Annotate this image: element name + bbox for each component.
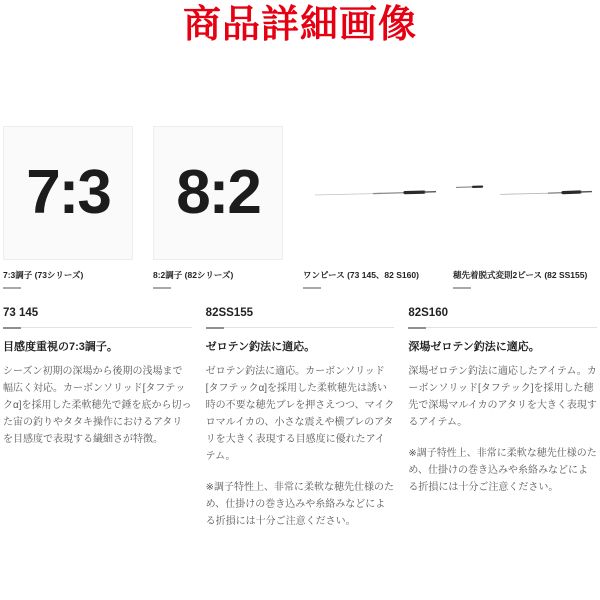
model-name: 73 145 [3, 306, 39, 319]
caption-underline [303, 287, 321, 289]
model-name: 82S160 [408, 306, 448, 319]
model-name: 82SS155 [205, 306, 253, 319]
model-description: シーズン初期の深場から後期の浅場まで幅広く対応。カーボンソリッド[タフテックα]を採用した柔軟穂先で錘を底から切った宙の釣りやタタキ操作におけるアタリを目感度で表現する繊細さが特徴。 [3, 365, 192, 445]
detail-column-82ss155 [206, 307, 395, 530]
divider-accent [206, 327, 224, 329]
product-card-one-piece [303, 126, 447, 289]
model-headline: 深場ゼロテン釣法に適応。 [408, 340, 540, 353]
model-description-row [3, 307, 597, 530]
page-title: 商品詳細画像 [182, 4, 417, 46]
taper-ratio-image-82 [153, 126, 283, 260]
one-piece-rod-icon [303, 175, 447, 211]
divider [206, 327, 395, 329]
model-headline: 目感度重視の7:3調子。 [3, 340, 118, 353]
two-piece-rod-icon [453, 175, 597, 211]
divider-accent [408, 327, 426, 329]
detail-column-82s160 [408, 307, 597, 530]
product-card-two-piece [453, 126, 597, 289]
one-piece-rod-image [303, 126, 447, 260]
product-caption: 穂先着脱式変則2ピース (82 SS155) [453, 269, 588, 280]
ratio-text-82: 8:2 [176, 158, 260, 228]
divider [408, 327, 597, 329]
product-caption: 8:2調子 (82シリーズ) [153, 269, 234, 280]
product-thumbnail-row [3, 126, 597, 289]
model-description: ゼロテン釣法に適応。カーボンソリッド[タフテックα]を採用した柔軟穂先は誘い時の不要な穂先ブレを押さえつつ、マイクロマルイカの、小さな震えや横ブレのアタリを大きく表現する目感度に優れたアイテム。 [205, 365, 395, 462]
product-card-73-series [3, 126, 147, 289]
two-piece-rod-image [453, 126, 597, 260]
divider [3, 327, 192, 329]
caption-underline [453, 287, 471, 289]
product-caption: ワンピース (73 145、82 S160) [303, 269, 419, 280]
caption-underline [3, 287, 21, 289]
taper-ratio-image-73 [3, 126, 133, 260]
product-caption: 7:3調子 (73シリーズ) [3, 269, 84, 280]
divider-accent [3, 327, 21, 329]
caption-underline [153, 287, 171, 289]
ratio-text-73: 7:3 [26, 158, 110, 228]
model-description: 深場ゼロテン釣法に適応したアイテム。カーボンソリッド[タフテック]を採用した穂先で深場マルイカのアタリを大きく表現するアイテム。 [408, 365, 597, 428]
product-card-82-series [153, 126, 297, 289]
detail-column-73-145 [3, 307, 192, 530]
model-headline: ゼロテン釣法に適応。 [205, 340, 316, 353]
model-note: ※調子特性上、非常に柔軟な穂先仕様のため、仕掛けの巻き込みや糸絡みなどによる折損には十分ご注意ください。 [205, 481, 395, 527]
model-note: ※調子特性上、非常に柔軟な穂先仕様のため、仕掛けの巻き込みや糸絡みなどによる折損には十分ご注意ください。 [408, 447, 597, 493]
